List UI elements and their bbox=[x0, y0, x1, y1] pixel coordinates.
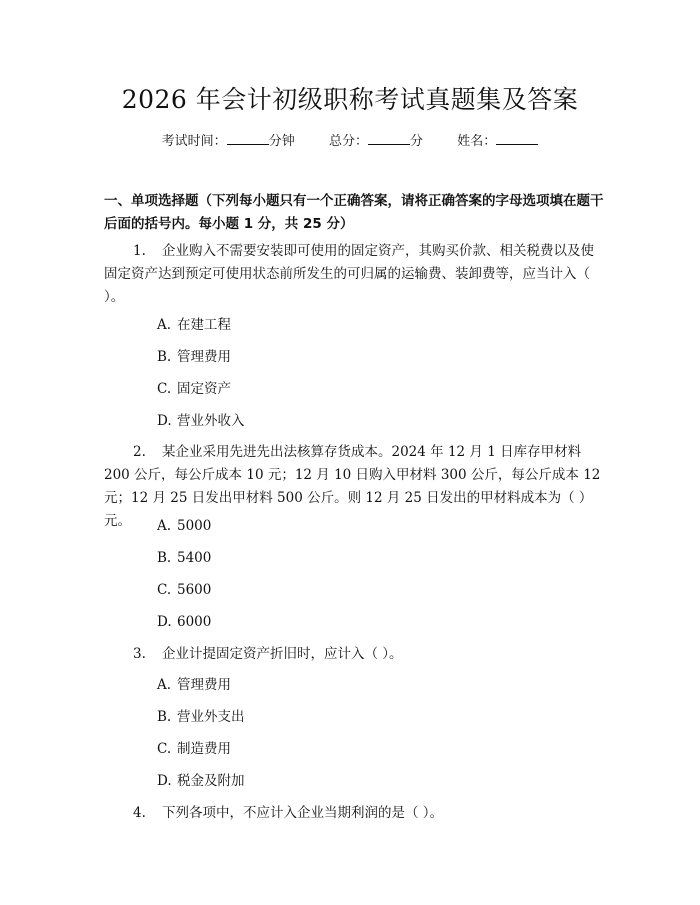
exam-title: 2026 年会计初级职称考试真题集及答案 bbox=[121, 85, 579, 114]
question-stem: 下列各项中，不应计入企业当期利润的是（ ）。 bbox=[162, 805, 444, 821]
question-1-option-c: C. 固定资产 bbox=[157, 381, 231, 397]
question-3-option-c: C. 制造费用 bbox=[157, 741, 231, 757]
question-3 bbox=[104, 643, 602, 666]
question-2-option-d: D. 6000 bbox=[157, 614, 212, 630]
name-label: 姓名： bbox=[457, 134, 497, 149]
question-2-option-a: A. 5000 bbox=[157, 518, 212, 534]
section-heading: 一、单项选择题（下列每小题只有一个正确答案，请将正确答案的字母选项填在题干后面的括号内。每小题 1 分，共 25 分） bbox=[104, 193, 604, 232]
question-1 bbox=[104, 240, 602, 309]
total-score-label: 总分： bbox=[328, 134, 368, 149]
question-2-option-c: C. 5600 bbox=[157, 582, 212, 598]
question-1-option-d: D. 营业外收入 bbox=[157, 413, 245, 429]
exam-time-unit: 分钟 bbox=[268, 134, 295, 149]
question-stem: 企业计提固定资产折旧时，应计入（ ）。 bbox=[162, 646, 403, 662]
question-number: 4. bbox=[133, 805, 146, 821]
exam-time-blank bbox=[227, 132, 269, 145]
exam-time-label: 考试时间： bbox=[161, 134, 227, 149]
question-2-option-b: B. 5400 bbox=[157, 550, 212, 566]
total-score-blank bbox=[368, 132, 410, 145]
question-4 bbox=[104, 802, 602, 825]
question-3-option-d: D. 税金及附加 bbox=[157, 773, 245, 789]
question-number: 2. bbox=[133, 444, 146, 460]
question-number: 1. bbox=[133, 243, 146, 259]
question-number: 3. bbox=[133, 646, 146, 662]
question-stem: 某企业采用先进先出法核算存货成本。2024 年 12 月 1 日库存甲材料 200 公斤，每公斤成本 10 元；12 月 10 日购入甲材料 300 公斤，每公斤成本 12 元；12 月 25 日发出甲材料 500 公斤。则 12 月 25 日发出的甲材料成本为（ ）元。 bbox=[104, 444, 601, 529]
question-3-option-b: B. 营业外支出 bbox=[157, 709, 245, 725]
question-1-option-a: A. 在建工程 bbox=[157, 317, 231, 333]
total-score-unit: 分 bbox=[410, 134, 424, 149]
name-blank bbox=[496, 132, 538, 145]
question-3-option-a: A. 管理费用 bbox=[157, 677, 231, 693]
exam-meta-line bbox=[0, 132, 700, 151]
question-stem: 企业购入不需要安装即可使用的固定资产，其购买价款、相关税费以及使固定资产达到预定可使用状态前所发生的可归属的运输费、装卸费等，应当计入（ ）。 bbox=[104, 243, 594, 305]
question-1-option-b: B. 管理费用 bbox=[157, 349, 231, 365]
